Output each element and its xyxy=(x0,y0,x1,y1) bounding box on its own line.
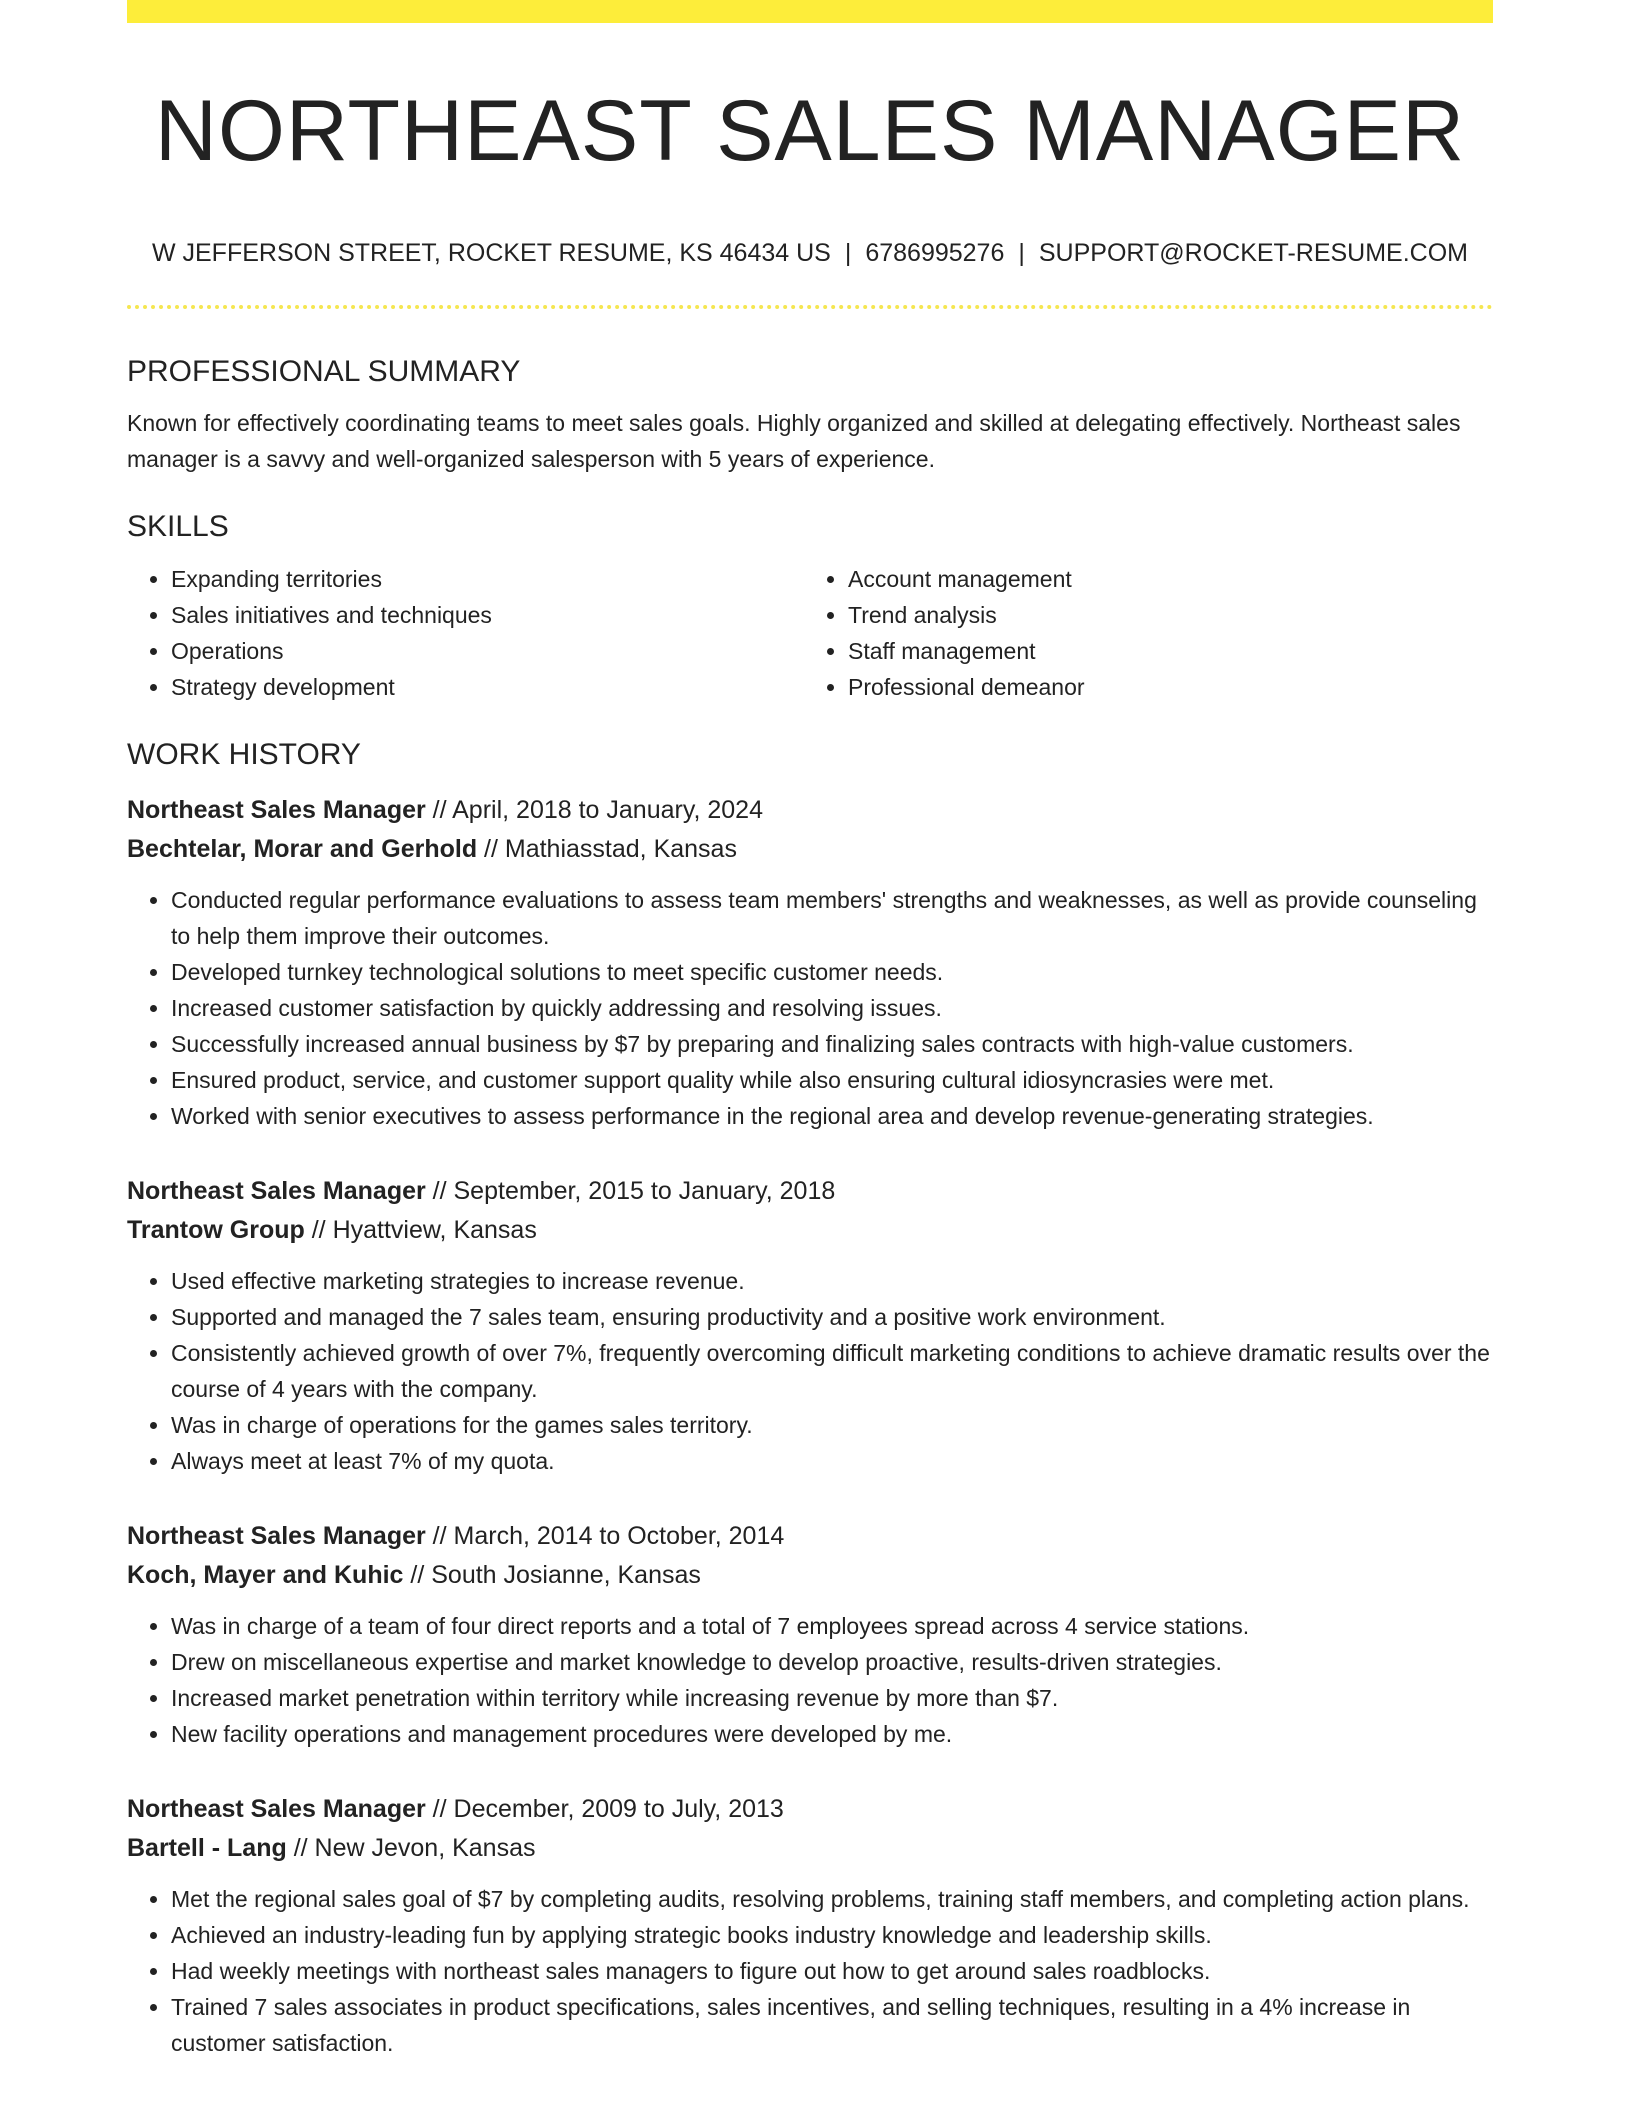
job-bullet: • Consistently achieved growth of over 7%, frequently overcoming difficult marketing conditions to achieve dramatic results over the course of 4 years with the company. xyxy=(171,1335,1493,1407)
summary-text: Known for effectively coordinating teams to meet sales goals. Highly organized and skilled at delegating effectively. Northeast sales manager is a savvy and well-organized salesperson with 5 years of experience. xyxy=(127,410,1461,472)
job-bullet: • Ensured product, service, and customer support quality while also ensuring cultural idiosyncrasies were met. xyxy=(171,1062,1493,1098)
job-company: Trantow Group xyxy=(127,1216,305,1244)
job-bullet: • Was in charge of operations for the games sales territory. xyxy=(171,1407,1493,1443)
job-bullet: • Always meet at least 7% of my quota. xyxy=(171,1443,1493,1479)
job-entry xyxy=(127,791,1493,1134)
job-bullet: • Increased market penetration within territory while increasing revenue by more than $7. xyxy=(171,1680,1493,1716)
job-bullet: • Was in charge of a team of four direct reports and a total of 7 employees spread across 4 service stations. xyxy=(171,1608,1493,1644)
job-bullet: • Supported and managed the 7 sales team, ensuring productivity and a positive work environment. xyxy=(171,1299,1493,1335)
summary-heading: PROFESSIONAL SUMMARY xyxy=(127,355,521,388)
skill-item: • Strategy development xyxy=(171,669,804,705)
job-bullet: • Had weekly meetings with northeast sales managers to figure out how to get around sales roadblocks. xyxy=(171,1953,1493,1989)
job-title-line xyxy=(127,791,1493,830)
job-dates: // March, 2014 to October, 2014 xyxy=(432,1522,785,1550)
job-title-line xyxy=(127,1172,1493,1211)
contact-address: W JEFFERSON STREET, ROCKET RESUME, KS 46434 US xyxy=(151,239,831,267)
job-company: Bechtelar, Morar and Gerhold xyxy=(127,835,478,863)
skills-column-right xyxy=(804,561,1481,705)
job-bullet: • Increased customer satisfaction by quickly addressing and resolving issues. xyxy=(171,990,1493,1026)
skill-item: • Trend analysis xyxy=(848,597,1481,633)
job-bullet: • New facility operations and management procedures were developed by me. xyxy=(171,1716,1493,1752)
job-company-line xyxy=(127,830,1493,869)
job-bullet: • Drew on miscellaneous expertise and market knowledge to develop proactive, results-driven strategies. xyxy=(171,1644,1493,1680)
job-bullets xyxy=(127,1263,1493,1479)
job-company-line xyxy=(127,1556,1493,1595)
skills-heading: SKILLS xyxy=(127,510,229,543)
job-bullet: • Achieved an industry-leading fun by applying strategic books industry knowledge and leadership skills. xyxy=(171,1917,1493,1953)
resume-content xyxy=(127,350,1493,2061)
contact-separator: | xyxy=(1018,239,1025,267)
work-history-heading: WORK HISTORY xyxy=(127,738,361,771)
job-bullets xyxy=(127,1881,1493,2061)
skill-item: • Operations xyxy=(171,633,804,669)
job-bullet: • Used effective marketing strategies to increase revenue. xyxy=(171,1263,1493,1299)
job-location: // Hyattview, Kansas xyxy=(311,1216,537,1244)
job-company-line xyxy=(127,1829,1493,1868)
contact-phone: 6786995276 xyxy=(865,239,1005,267)
skill-item: • Staff management xyxy=(848,633,1481,669)
job-dates: // April, 2018 to January, 2024 xyxy=(432,796,763,824)
contact-separator: | xyxy=(844,239,852,267)
job-company-line xyxy=(127,1211,1493,1250)
job-title: Northeast Sales Manager xyxy=(127,1522,426,1550)
skills-list xyxy=(127,561,1493,705)
job-bullet: • Trained 7 sales associates in product specifications, sales incentives, and selling techniques, resulting in a 4% increase in customer satisfaction. xyxy=(171,1989,1493,2061)
skill-item: • Account management xyxy=(848,561,1481,597)
job-entry xyxy=(127,1517,1493,1752)
job-title-line xyxy=(127,1790,1493,1829)
job-entry xyxy=(127,1790,1493,2061)
skill-item: • Sales initiatives and techniques xyxy=(171,597,804,633)
skills-column-left xyxy=(127,561,804,705)
contact-email: SUPPORT@ROCKET-RESUME.COM xyxy=(1038,239,1469,267)
dotted-divider xyxy=(127,305,1493,309)
job-bullet: • Conducted regular performance evaluations to assess team members' strengths and weaknesses, as well as provide counseling to help them improve their outcomes. xyxy=(171,882,1493,954)
job-title: Northeast Sales Manager xyxy=(127,1795,426,1823)
job-bullet: • Met the regional sales goal of $7 by completing audits, resolving problems, training staff members, and completing action plans. xyxy=(171,1881,1493,1917)
job-title: Northeast Sales Manager xyxy=(127,796,426,824)
job-bullet: • Worked with senior executives to assess performance in the regional area and develop revenue-generating strategies. xyxy=(171,1098,1493,1134)
job-location: // South Josianne, Kansas xyxy=(410,1561,701,1589)
job-bullet: • Successfully increased annual business by $7 by preparing and finalizing sales contracts with high-value customers. xyxy=(171,1026,1493,1062)
contact-line xyxy=(127,236,1493,270)
job-location: // New Jevon, Kansas xyxy=(293,1834,536,1862)
resume-title: NORTHEAST SALES MANAGER xyxy=(154,83,1466,179)
job-dates: // September, 2015 to January, 2018 xyxy=(432,1177,836,1205)
job-bullet: • Developed turnkey technological solutions to meet specific customer needs. xyxy=(171,954,1493,990)
job-dates: // December, 2009 to July, 2013 xyxy=(432,1795,784,1823)
job-company: Bartell - Lang xyxy=(127,1834,287,1862)
job-title: Northeast Sales Manager xyxy=(127,1177,426,1205)
job-bullets xyxy=(127,1608,1493,1752)
job-entry xyxy=(127,1172,1493,1479)
job-company: Koch, Mayer and Kuhic xyxy=(127,1561,404,1589)
skill-item: • Professional demeanor xyxy=(848,669,1481,705)
job-bullets xyxy=(127,882,1493,1134)
top-accent-bar xyxy=(127,0,1493,23)
skill-item: • Expanding territories xyxy=(171,561,804,597)
job-location: // Mathiasstad, Kansas xyxy=(484,835,737,863)
job-title-line xyxy=(127,1517,1493,1556)
